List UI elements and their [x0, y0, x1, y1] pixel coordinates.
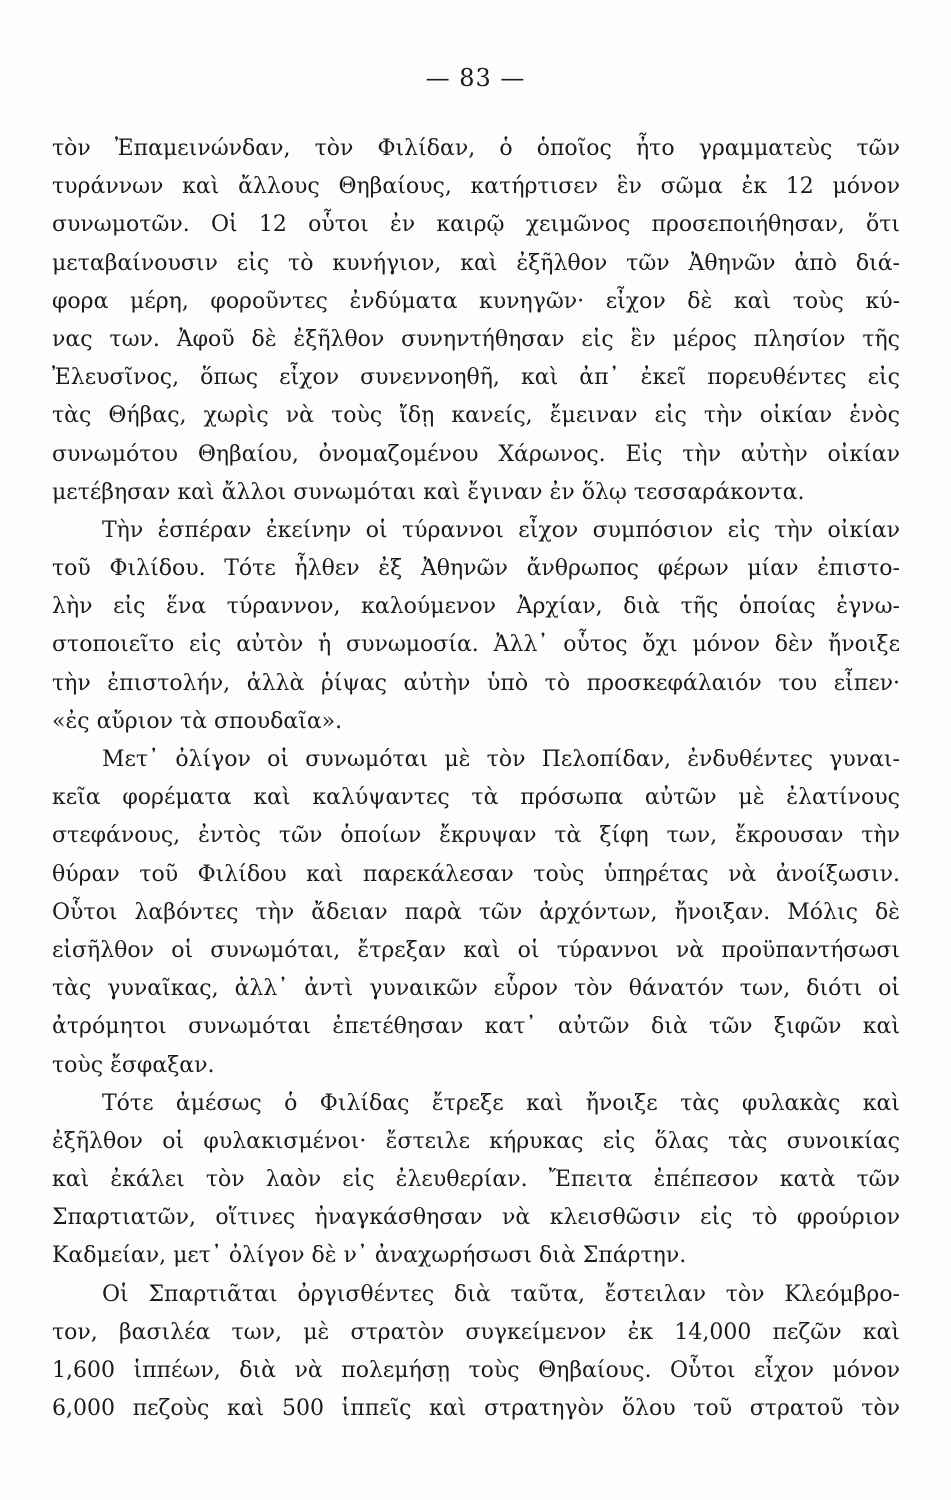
text-line: νας των. Ἀφοῦ δὲ ἐξῆλθον συνηντήθησαν εἰς ἓν μέρος πλησίον τῆς: [52, 326, 900, 352]
text-line: στεφάνους, ἐντὸς τῶν ὁποίων ἔκρυψαν τὰ ξίφη των, ἔκρουσαν τὴν: [52, 823, 900, 849]
text-line: μεταβαίνουσιν εἰς τὸ κυνήγιον, καὶ ἐξῆλθον τῶν Ἀθηνῶν ἀπὸ διά-: [52, 250, 900, 276]
text-line: καὶ ἐκάλει τὸν λαὸν εἰς ἐλευθερίαν. Ἔπειτα ἐπέπεσον κατὰ τῶν: [52, 1167, 900, 1193]
text-line: τον, βασιλέα των, μὲ στρατὸν συγκείμενον ἐκ 14,000 πεζῶν καὶ: [52, 1319, 900, 1345]
text-line: στοποιεῖτο εἰς αὐτὸν ἡ συνωμοσία. Ἀλλ᾽ οὗτος ὄχι μόνον δὲν ἤνοιξε: [52, 632, 900, 658]
text-line: 6,000 πεζοὺς καὶ 500 ἱππεῖς καὶ στρατηγὸν ὅλου τοῦ στρατοῦ τὸν: [52, 1396, 900, 1422]
text-line: τὸν Ἐπαμεινώνδαν, τὸν Φιλίδαν, ὁ ὁποῖος ἦτο γραμματεὺς τῶν: [52, 136, 900, 161]
text-line: τοὺς ἔσφαξαν.: [52, 1052, 215, 1078]
paragraph: [52, 1085, 900, 1276]
paragraph: [52, 1276, 900, 1429]
text-line: κεῖα φορέματα καὶ καλύψαντες τὰ πρόσωπα αὐτῶν μὲ ἐλατίνους: [52, 785, 900, 811]
text-line: μετέβησαν καὶ ἄλλοι συνωμόται καὶ ἔγιναν ἐν ὅλῳ τεσσαράκοντα.: [52, 479, 805, 505]
text-line: συνωμοτῶν. Οἱ 12 οὗτοι ἐν καιρῷ χειμῶνος προσεποιήθησαν, ὅτι: [52, 212, 900, 238]
text-line: συνωμότου Θηβαίου, ὀνομαζομένου Χάρωνος. Εἰς τὴν αὐτὴν οἰκίαν: [52, 441, 900, 467]
text-line: ἀτρόμητοι συνωμόται ἐπετέθησαν κατ᾽ αὐτῶν διὰ τῶν ξιφῶν καὶ: [52, 1014, 900, 1040]
text-line: τὴν ἐπιστολήν, ἀλλὰ ῥίψας αὐτὴν ὑπὸ τὸ προσκεφάλαιόν του εἶπεν·: [52, 670, 900, 696]
text-line: τυράννων καὶ ἄλλους Θηβαίους, κατήρτισεν ἓν σῶμα ἐκ 12 μόνον: [52, 174, 900, 200]
text-line: Καδμείαν, μετ᾽ ὀλίγον δὲ ν᾽ ἀναχωρήσωσι διὰ Σπάρτην.: [52, 1243, 687, 1269]
paragraph: [52, 130, 900, 512]
text-line: ἐξῆλθον οἱ φυλακισμένοι· ἔστειλε κήρυκας εἰς ὅλας τὰς συνοικίας: [52, 1128, 900, 1154]
text-line: Ἐλευσῖνος, ὅπως εἶχον συνεννοηθῆ, καὶ ἀπ᾽ ἐκεῖ πορευθέντες εἰς: [52, 365, 900, 391]
page-number: — 83 —: [425, 64, 526, 92]
paragraph: [52, 741, 900, 1085]
text-line: φορα μέρη, φοροῦντες ἐνδύματα κυνηγῶν· εἶχον δὲ καὶ τοὺς κύ-: [52, 288, 900, 314]
text-line: Σπαρτιατῶν, οἵτινες ἠναγκάσθησαν νὰ κλεισθῶσιν εἰς τὸ φρούριον: [52, 1205, 900, 1231]
text-line: Τότε ἀμέσως ὁ Φιλίδας ἔτρεξε καὶ ἤνοιξε τὰς φυλακὰς καὶ: [102, 1090, 900, 1116]
text-line: Μετ᾽ ὀλίγον οἱ συνωμόται μὲ τὸν Πελοπίδαν, ἐνδυθέντες γυναι-: [102, 747, 900, 772]
text-line: λὴν εἰς ἕνα τύραννον, καλούμενον Ἀρχίαν, διὰ τῆς ὁποίας ἐγνω-: [52, 594, 900, 620]
text-line: Τὴν ἑσπέραν ἐκείνην οἱ τύραννοι εἶχον συμπόσιον εἰς τὴν οἰκίαν: [102, 517, 900, 543]
text-line: Οὗτοι λαβόντες τὴν ἄδειαν παρὰ τῶν ἀρχόντων, ἤνοιξαν. Μόλις δὲ: [52, 899, 900, 925]
text-line: «ἐς αὔριον τὰ σπουδαῖα».: [52, 708, 343, 734]
text-line: τοῦ Φιλίδου. Τότε ἦλθεν ἐξ Ἀθηνῶν ἄνθρωπος φέρων μίαν ἐπιστο-: [52, 556, 900, 582]
text-line: τὰς γυναῖκας, ἀλλ᾽ ἀντὶ γυναικῶν εὗρον τὸν θάνατόν των, διότι οἱ: [52, 976, 900, 1002]
body-text: [52, 130, 900, 1428]
text-line: 1,600 ἱππέων, διὰ νὰ πολεμήσῃ τοὺς Θηβαίους. Οὗτοι εἶχον μόνον: [52, 1358, 900, 1383]
text-line: τὰς Θήβας, χωρὶς νὰ τοὺς ἴδῃ κανείς, ἔμειναν εἰς τὴν οἰκίαν ἑνὸς: [52, 403, 900, 429]
paragraph: [52, 512, 900, 741]
text-line: Οἱ Σπαρτιᾶται ὀργισθέντες διὰ ταῦτα, ἔστειλαν τὸν Κλεόμβρο-: [102, 1281, 900, 1307]
text-line: θύραν τοῦ Φιλίδου καὶ παρεκάλεσαν τοὺς ὑπηρέτας νὰ ἀνοίξωσιν.: [52, 861, 900, 887]
text-line: εἰσῆλθον οἱ συνωμόται, ἔτρεξαν καὶ οἱ τύραννοι νὰ προϋπαντήσωσι: [52, 937, 900, 963]
